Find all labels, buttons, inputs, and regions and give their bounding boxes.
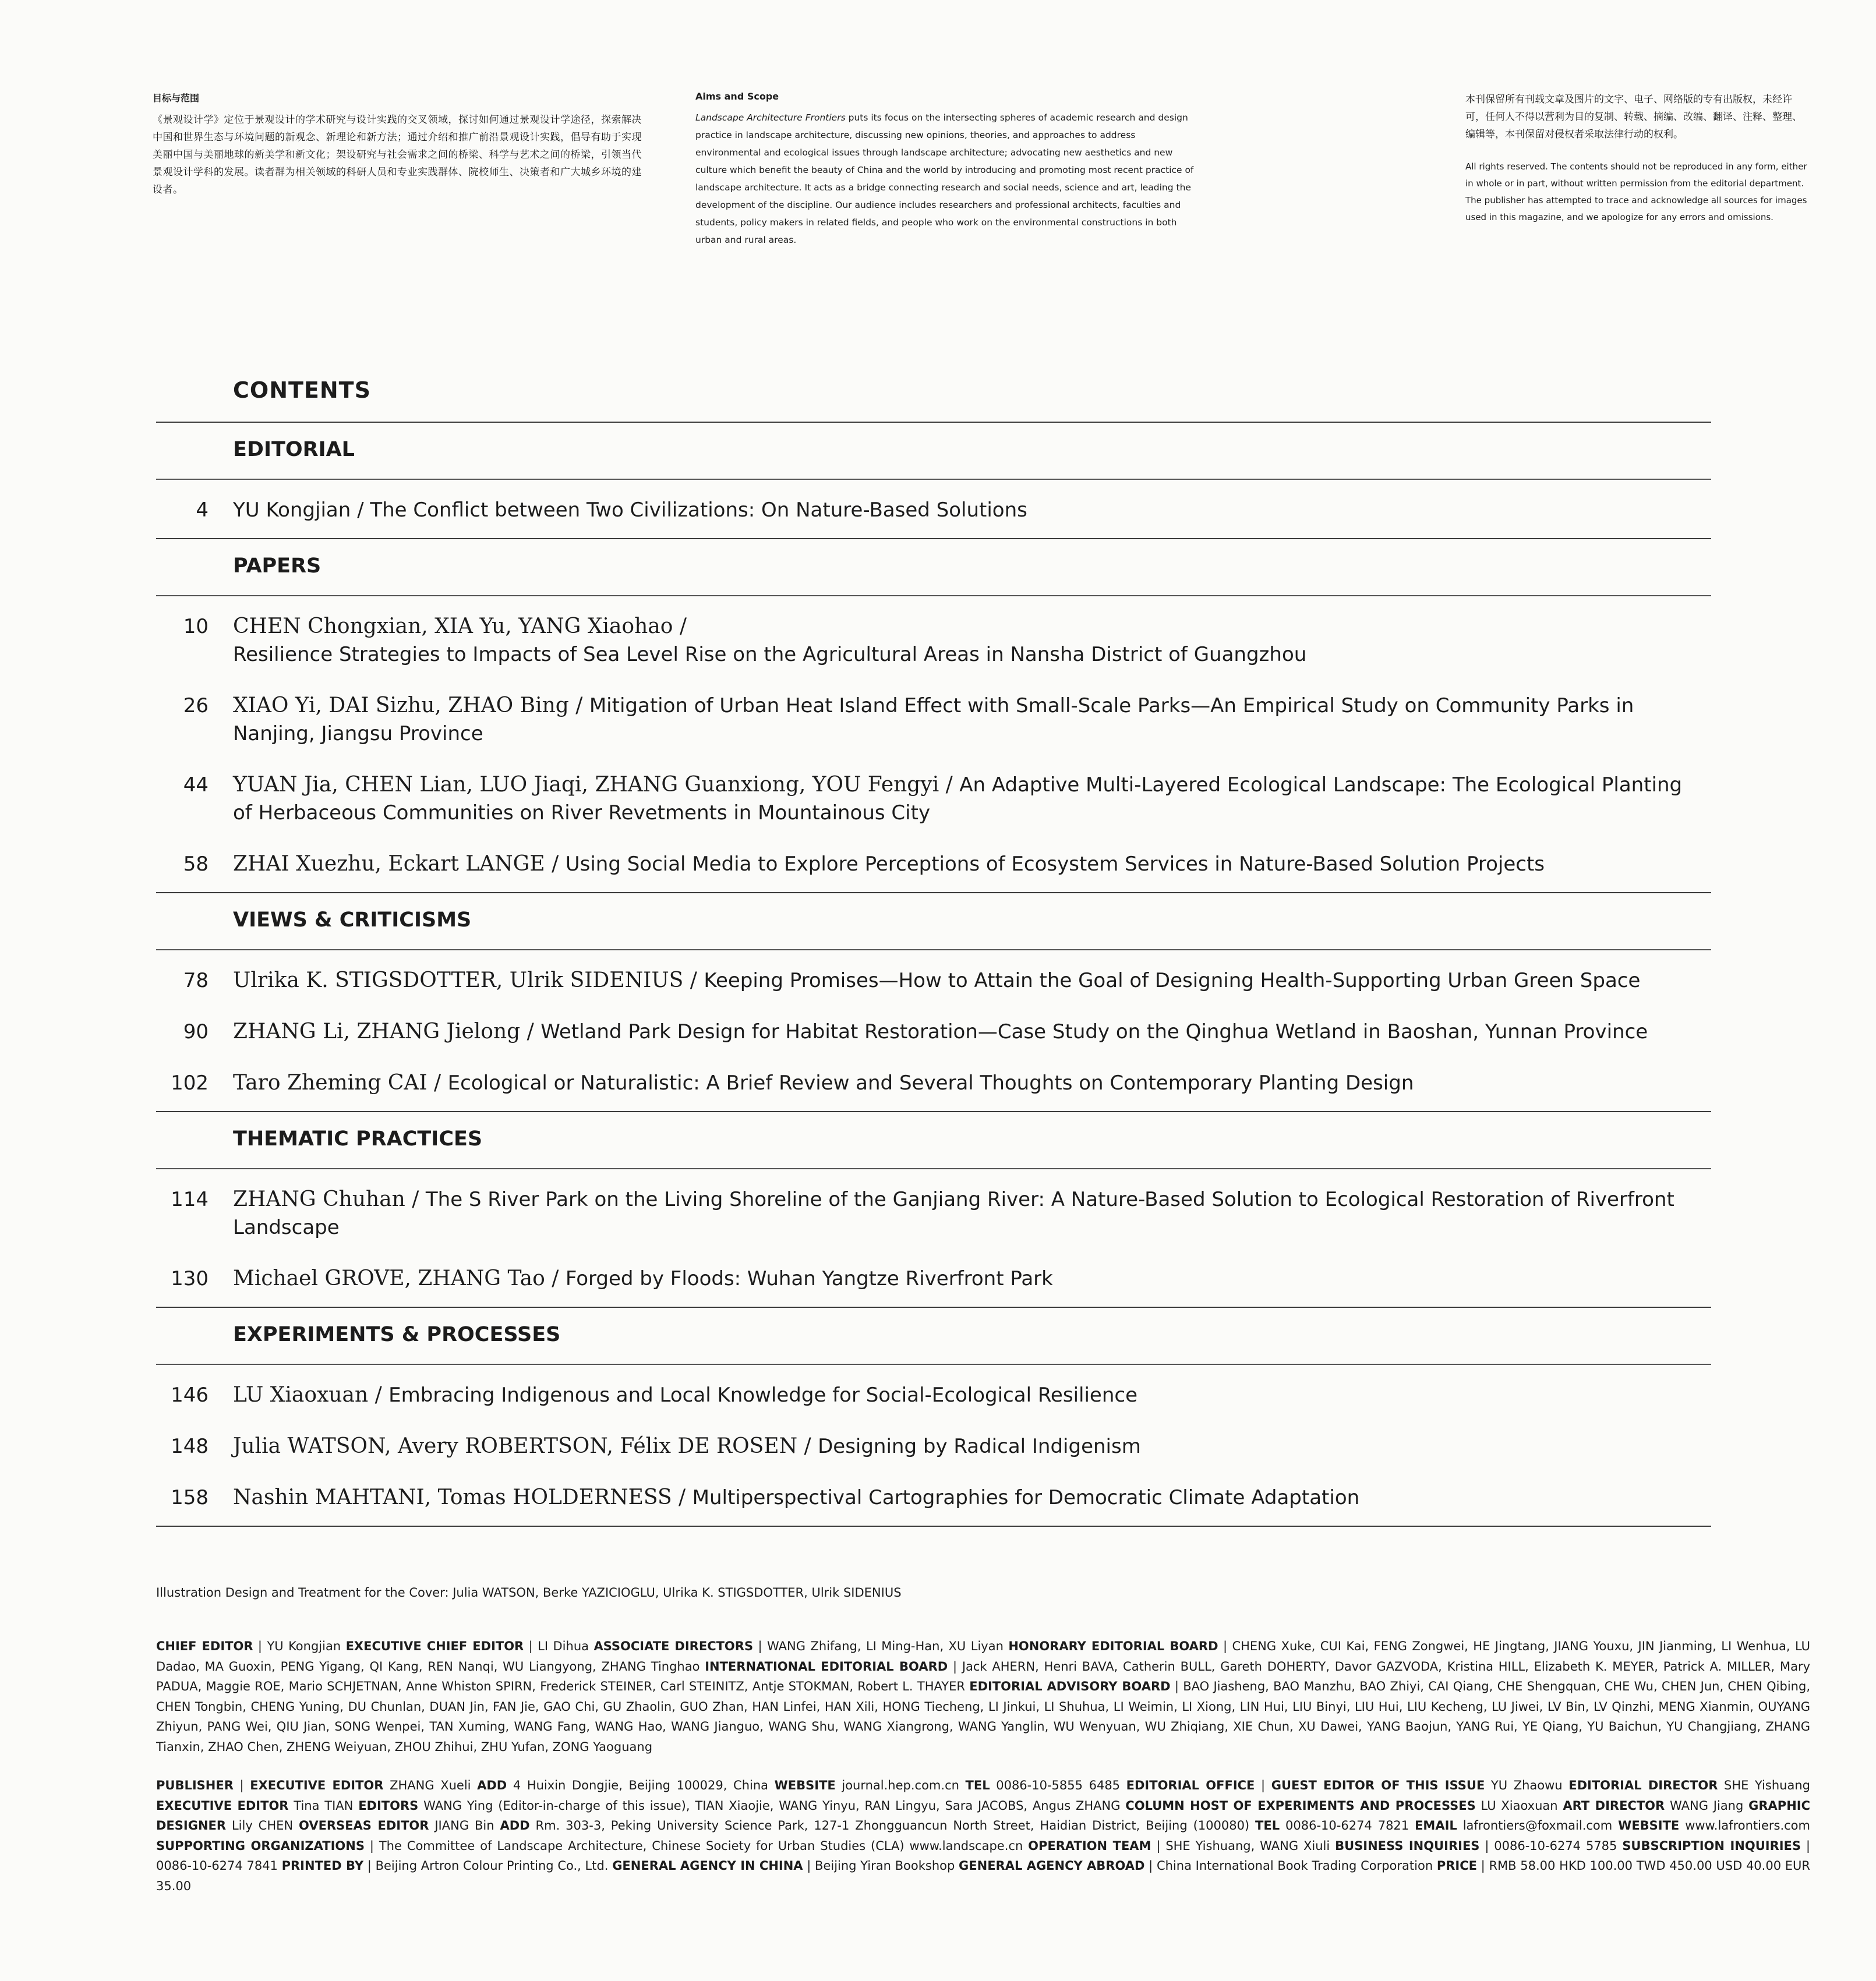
- toc-authors: Michael GROVE, ZHANG Tao /: [233, 1267, 566, 1290]
- publisher-label: SUPPORTING ORGANIZATIONS: [156, 1838, 365, 1853]
- section-title: THEMATIC PRACTICES: [233, 1127, 483, 1151]
- publisher-label: PRICE: [1436, 1859, 1477, 1873]
- publisher-label: OVERSEAS EDITOR: [299, 1819, 429, 1833]
- publisher-text: 0086-10-6274 7821: [1280, 1819, 1415, 1833]
- toc-entry[interactable]: [156, 1186, 1711, 1241]
- aims-en-text: puts its focus on the intersecting spheres of academic research and design practice in landscape architecture, discussing new opinions, theories, and approaches to address environmental and ecological issues through landscape architecture; advocating new aesthetics and new culture which benefit the beauty of China and the world by introducing and promoting most recent practice of landscape architecture. It acts as a bridge connecting research and social needs, science and art, leading the development of the discipline. Our audience includes researchers and professional architects, faculties and students, policy makers in related fields, and people who work on the environmental constructions in both urban and rural areas.: [695, 112, 1194, 245]
- toc-authors: ZHANG Chuhan /: [233, 1187, 426, 1211]
- masthead-label: EXECUTIVE CHIEF EDITOR: [345, 1639, 524, 1653]
- masthead-text: | LI Dihua: [524, 1639, 594, 1653]
- publisher-label: WEBSITE: [774, 1778, 836, 1792]
- publisher-text: Rm. 303-3, Peking University Science Park, 127-1 Zhongguancun North Street, Haidian District, Beijing (100080): [529, 1819, 1256, 1833]
- publisher-text: WANG Jiang: [1665, 1798, 1749, 1813]
- toc-authors: YUAN Jia, CHEN Lian, LUO Jiaqi, ZHANG Guanxiong, YOU Fengyi /: [233, 773, 960, 797]
- toc-title: The S River Park on the Living Shoreline of the Ganjiang River: A Nature-Based Solution to Ecological Restoration of Riverfront Landscape: [233, 1188, 1674, 1239]
- toc-title: Using Social Media to Explore Perceptions of Ecosystem Services in Nature-Based Solution Projects: [565, 852, 1545, 876]
- publisher-label: EDITORIAL DIRECTOR: [1568, 1778, 1718, 1792]
- masthead-text: | Jack AHERN, Henri BAVA, Catherin BULL, Gareth DOHERTY, Davor GAZVODA, Kristina HILL, Elizabeth K. MEYER, Patrick A. MILLER, Mary PADUA, Maggie ROE, Mario SCHJETNAN, Anne Whiston SPIRN, Frederick STEINER, Carl STEINITZ, Antje STOKMAN, Robert L. THAYER: [156, 1659, 1811, 1693]
- toc-title: Wetland Park Design for Habitat Restoration—Case Study on the Qinghua Wetland in Baoshan, Yunnan Province: [540, 1020, 1648, 1043]
- toc-entry[interactable]: [156, 771, 1711, 827]
- toc-entry[interactable]: [156, 967, 1711, 995]
- section-title: VIEWS & CRITICISMS: [233, 908, 472, 932]
- toc-entry[interactable]: [156, 850, 1711, 878]
- publisher-label: OPERATION TEAM: [1028, 1838, 1151, 1853]
- publisher-label: ART DIRECTOR: [1563, 1798, 1665, 1813]
- contents-end-rule: [156, 1526, 1711, 1527]
- toc-entry-text: [233, 1265, 1701, 1293]
- toc-title: Embracing Indigenous and Local Knowledge for Social-Ecological Resilience: [388, 1384, 1137, 1407]
- toc-entry-text: [233, 771, 1701, 827]
- toc-entry[interactable]: [156, 1265, 1711, 1293]
- toc-entry-text: [233, 1381, 1701, 1409]
- toc-page-number: 44: [183, 773, 209, 797]
- publisher-text: | 0086-10-6274 5785: [1479, 1838, 1623, 1853]
- section-title-rule: [156, 949, 1711, 950]
- toc-entry[interactable]: [156, 1069, 1711, 1097]
- publisher-label: GUEST EDITOR OF THIS ISSUE: [1271, 1778, 1485, 1792]
- journal-name: Landscape Architecture Frontiers: [695, 112, 846, 123]
- publisher-text: |: [233, 1778, 250, 1792]
- publisher-text: | The Committee of Landscape Architecture, Chinese Society for Urban Studies (CLA) www.landscape.cn: [364, 1838, 1029, 1853]
- toc-entry-text: [233, 1018, 1701, 1046]
- masthead-text: | CHENG Xuke, CUI Kai, FENG Zongwei, HE Jingtang, JIANG Youxu, JIN Jianming, LI Wenhua, LU Dadao, MA Guoxin, PENG Yigang, QI Kang, REN Nanqi, WU Liangyong, ZHANG Tinghao: [156, 1639, 1810, 1674]
- publisher-text: | Beijing Artron Colour Printing Co., Ltd.: [363, 1859, 613, 1873]
- toc-page-number: 158: [171, 1486, 209, 1509]
- publisher-label: ADD: [477, 1778, 507, 1792]
- toc-authors: Nashin MAHTANI, Tomas HOLDERNESS /: [233, 1485, 693, 1509]
- publisher-text: lafrontiers@foxmail.com: [1457, 1819, 1619, 1833]
- section-title-rule: [156, 1364, 1711, 1365]
- toc-entry-text: [233, 850, 1701, 878]
- toc-page-number: 114: [171, 1188, 209, 1211]
- toc-authors: Ulrika K. STIGSDOTTER, Ulrik SIDENIUS /: [233, 968, 704, 992]
- publisher-text: www.lafrontiers.com: [1679, 1819, 1810, 1833]
- publisher-text: | Beijing Yiran Bookshop: [803, 1859, 959, 1873]
- toc-title: YU Kongjian / The Conflict between Two Civilizations: On Nature-Based Solutions: [233, 498, 1027, 522]
- publisher-text: | 0086-10-6274 7841: [156, 1838, 1811, 1873]
- publisher-label: EMAIL: [1415, 1819, 1457, 1833]
- toc-page-number: 146: [171, 1384, 209, 1407]
- section-title-rule: [156, 479, 1711, 480]
- toc-title: Resilience Strategies to Impacts of Sea Level Rise on the Agricultural Areas in Nansha District of Guangzhou: [233, 643, 1307, 666]
- toc-page-number: 26: [183, 694, 209, 717]
- publisher-text: ZHANG Xueli: [383, 1778, 478, 1792]
- publisher-label: GRAPHIC DESIGNER: [156, 1798, 1810, 1833]
- toc-entry-text: [233, 613, 1701, 668]
- section-title-rule: [156, 595, 1711, 596]
- toc-page-number: 102: [171, 1071, 209, 1095]
- toc-entry[interactable]: [156, 1484, 1711, 1512]
- toc-title: Forged by Floods: Wuhan Yangtze Riverfront Park: [565, 1267, 1053, 1290]
- publisher-text: LU Xiaoxuan: [1475, 1798, 1563, 1813]
- rights-notice: [1465, 91, 1809, 226]
- section-title: PAPERS: [233, 554, 322, 578]
- toc-title: Multiperspectival Cartographies for Democratic Climate Adaptation: [692, 1486, 1360, 1509]
- toc-page-number: 10: [183, 615, 209, 638]
- toc-authors: LU Xiaoxuan /: [233, 1383, 389, 1407]
- section-title: EXPERIMENTS & PROCESSES: [233, 1323, 561, 1346]
- toc-entry-text: [233, 1069, 1701, 1097]
- masthead-label: HONORARY EDITORIAL BOARD: [1008, 1639, 1218, 1653]
- masthead-text: | BAO Jiasheng, BAO Manzhu, BAO Zhiyi, CAI Qiang, CHE Shengquan, CHE Wu, CHEN Jun, CHEN Qibing, CHEN Tongbin, CHENG Yuning, DU Chunlan, DUAN Jin, FAN Jie, GAO Chi, GU Zhaolin, GUO Zhan, HAN Linfei, HAN Xili, HONG Tiecheng, LI Jinkui, LI Shuhua, LI Weimin, LI Xiong, LIN Hui, LIU Binyi, LIU Hui, LIU Kecheng, LU Jiwei, LV Bin, LV Qinzhi, MENG Xianmin, OUYANG Zhiyun, PANG Wei, QIU Jian, SONG Wenpei, TAN Xuming, WANG Fang, WANG Hao, WANG Jianguo, WANG Shu, WANG Xiangrong, WANG Yanglin, WU Wenyuan, WU Zhiqiang, XIE Chun, XU Dawei, YANG Baojun, YANG Rui, YE Qiang, YU Baichun, YU Changjiang, ZHANG Tianxin, ZHAO Chen, ZHENG Weiyuan, ZHOU Zhihui, ZHU Yufan, ZONG Yaoguang: [156, 1679, 1810, 1754]
- publisher-label: EDITORIAL OFFICE: [1126, 1778, 1255, 1792]
- toc-entry[interactable]: [156, 613, 1711, 668]
- publisher-label: GENERAL AGENCY ABROAD: [959, 1859, 1145, 1873]
- publisher-label: BUSINESS INQUIRIES: [1335, 1838, 1480, 1853]
- toc-authors: XIAO Yi, DAI Sizhu, ZHAO Bing /: [233, 694, 589, 717]
- masthead-text: | WANG Zhifang, LI Ming-Han, XU Liyan: [753, 1639, 1009, 1653]
- publisher-text: JIANG Bin: [429, 1819, 500, 1833]
- publisher-label: TEL: [965, 1778, 990, 1792]
- publisher-label: TEL: [1255, 1819, 1280, 1833]
- publisher-text: Tina TIAN: [288, 1798, 359, 1813]
- aims-en-body: [695, 109, 1202, 249]
- masthead-label: INTERNATIONAL EDITORIAL BOARD: [705, 1659, 948, 1674]
- toc-title: Designing by Radical Indigenism: [818, 1435, 1141, 1458]
- publisher-label: GENERAL AGENCY IN CHINA: [612, 1859, 803, 1873]
- publisher-label: EXECUTIVE EDITOR: [156, 1798, 289, 1813]
- toc-entry[interactable]: [156, 692, 1711, 748]
- toc-entry-text: [233, 967, 1701, 995]
- aims-cn-title: 目标与范围: [153, 93, 200, 104]
- toc-entry-text: [233, 496, 1701, 524]
- masthead-label: EDITORIAL ADVISORY BOARD: [969, 1679, 1171, 1693]
- publisher-text: SHE Yishuang: [1718, 1778, 1810, 1792]
- toc-title: Keeping Promises—How to Attain the Goal of Designing Health-Supporting Urban Green Space: [704, 969, 1641, 992]
- masthead-text: | YU Kongjian: [253, 1639, 346, 1653]
- rights-cn: 本刊保留所有刊载文章及图片的文字、电子、网络版的专有出版权，未经许可，任何人不得以营利为目的复制、转载、摘编、改编、翻译、注释、整理、编辑等，本刊保留对侵权者采取法律行动的权利。: [1465, 94, 1802, 140]
- toc-entry[interactable]: [156, 1381, 1711, 1409]
- toc-page-number: 130: [171, 1267, 209, 1290]
- toc-authors: Julia WATSON, Avery ROBERTSON, Félix DE ROSEN /: [233, 1434, 818, 1458]
- toc-entry[interactable]: [156, 1018, 1711, 1046]
- toc-page-number: 4: [196, 498, 209, 522]
- publisher-label: PRINTED BY: [281, 1859, 364, 1873]
- aims-scope-chinese: [153, 91, 642, 199]
- toc-entry[interactable]: [156, 496, 1711, 524]
- publisher-label: EXECUTIVE EDITOR: [250, 1778, 384, 1792]
- publisher-text: YU Zhaowu: [1485, 1778, 1569, 1792]
- section-title-rule: [156, 1168, 1711, 1169]
- toc-title: Mitigation of Urban Heat Island Effect with Small-Scale Parks—An Empirical Study on Community Parks in Nanjing, Jiangsu Province: [233, 694, 1634, 745]
- toc-entry-text: [233, 692, 1701, 748]
- aims-scope-english: [695, 91, 1202, 249]
- aims-en-title: Aims and Scope: [695, 91, 779, 102]
- toc-title: Ecological or Naturalistic: A Brief Review and Several Thoughts on Contemporary Planting Design: [447, 1071, 1414, 1095]
- contents-heading: CONTENTS: [233, 377, 371, 403]
- toc-entry-text: [233, 1484, 1701, 1512]
- toc-entry-text: [233, 1186, 1701, 1241]
- toc-authors: Taro Zheming CAI /: [233, 1071, 448, 1095]
- publisher-text: 4 Huixin Dongjie, Beijing 100029, China: [507, 1778, 775, 1792]
- toc-entry[interactable]: [156, 1432, 1711, 1460]
- publisher-info: [156, 1775, 1810, 1896]
- toc-title: An Adaptive Multi-Layered Ecological Landscape: The Ecological Planting of Herbaceous Communities on River Revetments in Mountainous City: [233, 773, 1683, 825]
- publisher-text: | SHE Yishuang, WANG Xiuli: [1151, 1838, 1336, 1853]
- toc-entry-text: [233, 1432, 1701, 1460]
- publisher-label: WEBSITE: [1618, 1819, 1680, 1833]
- publisher-text: WANG Ying (Editor-in-charge of this issue), TIAN Xiaojie, WANG Yinyu, RAN Lingyu, Sara JACOBS, Angus ZHANG: [418, 1798, 1126, 1813]
- contents-list: [156, 422, 1711, 1527]
- publisher-label: PUBLISHER: [156, 1778, 234, 1792]
- publisher-text: | RMB 58.00 HKD 100.00 TWD 450.00 USD 40.00 EUR 35.00: [156, 1859, 1810, 1893]
- publisher-label: EDITORS: [358, 1798, 419, 1813]
- publisher-label: ADD: [500, 1819, 530, 1833]
- publisher-label: COLUMN HOST OF EXPERIMENTS AND PROCESSES: [1125, 1798, 1476, 1813]
- toc-page-number: 90: [183, 1020, 209, 1043]
- publisher-text: Lily CHEN: [226, 1819, 299, 1833]
- rights-en: All rights reserved. The contents should not be reproduced in any form, either in whole or in part, without written permission from the editorial department. The publisher has attempted to trace and acknowledge all sources for images used in this magazine, and we apologize for any errors and omissions.: [1465, 161, 1807, 222]
- section-title: EDITORIAL: [233, 438, 355, 461]
- toc-authors: ZHAI Xuezhu, Eckart LANGE /: [233, 852, 566, 876]
- publisher-text: |: [1255, 1778, 1271, 1792]
- toc-authors: ZHANG Li, ZHANG Jielong /: [233, 1020, 541, 1043]
- masthead-label: CHIEF EDITOR: [156, 1639, 253, 1653]
- toc-authors: CHEN Chongxian, XIA Yu, YANG Xiaohao /: [233, 614, 687, 638]
- publisher-text: 0086-10-5855 6485: [990, 1778, 1126, 1792]
- aims-cn-body: 《景观设计学》定位于景观设计的学术研究与设计实践的交叉领域，探讨如何通过景观设计学途径，探索解决中国和世界生态与环境问题的新观念、新理论和新方法；通过介绍和推广前沿景观设计实践，倡导有助于实现美丽中国与美丽地球的新美学和新文化；架设研究与社会需求之间的桥梁、科学与艺术之间的桥梁，引领当代景观设计学科的发展。读者群为相关领域的科研人员和专业实践群体、院校师生、决策者和广大城乡环境的建设者。: [153, 114, 642, 196]
- toc-page-number: 148: [171, 1435, 209, 1458]
- publisher-text: | China International Book Trading Corporation: [1144, 1859, 1437, 1873]
- toc-page-number: 58: [183, 852, 209, 876]
- masthead: [156, 1636, 1810, 1757]
- toc-page-number: 78: [183, 969, 209, 992]
- illustration-credit: Illustration Design and Treatment for the Cover: Julia WATSON, Berke YAZICIOGLU, Ulrika K. STIGSDOTTER, Ulrik SIDENIUS: [156, 1586, 902, 1600]
- masthead-label: ASSOCIATE DIRECTORS: [593, 1639, 754, 1653]
- publisher-text: journal.hep.com.cn: [835, 1778, 966, 1792]
- publisher-label: SUBSCRIPTION INQUIRIES: [1622, 1838, 1801, 1853]
